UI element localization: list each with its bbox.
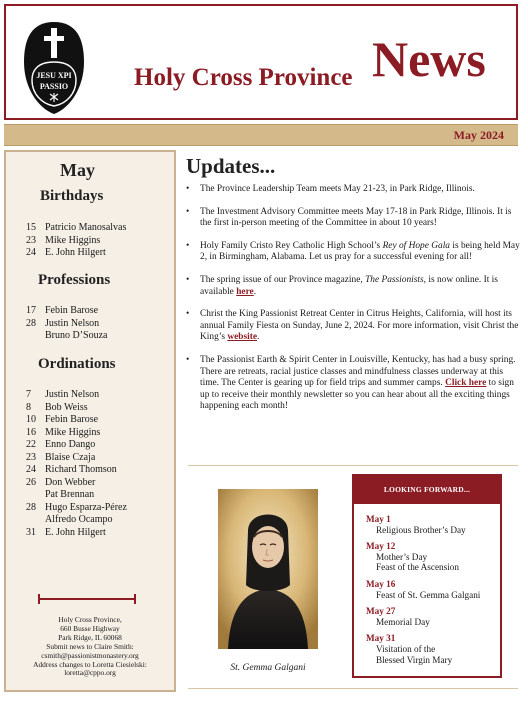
event-name: Feast of St. Gemma Galgani [376, 589, 481, 600]
day-number: 10 [26, 414, 36, 425]
person-name: Pat Brennan [45, 489, 95, 500]
svg-text:PASSIO: PASSIO [39, 82, 69, 91]
list-item [26, 305, 174, 318]
portrait-image [218, 489, 318, 649]
website-link[interactable]: website [227, 332, 258, 343]
day-number: 23 [26, 234, 36, 246]
person-name: Enno Dango [45, 439, 96, 450]
event-item [366, 579, 500, 600]
portrait-caption: St. Gemma Galgani [230, 663, 306, 673]
person-name: Febin Barose [45, 305, 99, 316]
person-name: E. John Hilgert [45, 247, 106, 258]
update-text: , is now online. It is available [200, 274, 498, 297]
event-name: Feast of the Ascension [376, 562, 459, 573]
list-item [26, 514, 174, 527]
list-item [26, 235, 174, 248]
passionist-sign-logo [20, 16, 88, 118]
event-date: May 16 [366, 578, 396, 589]
contact-address [10, 616, 170, 678]
day-number: 24 [26, 464, 36, 475]
update-text: The Passionist Earth & Spirit Center in Louisville, Kentucky, has had a busy spring. There are retreats, racial justice classes and mindfulness classes underway at this time. The Center is gearing up for field trips and summer camps. [200, 354, 516, 389]
masthead [4, 4, 518, 120]
person-name: Blaise Czaja [45, 451, 96, 463]
address-line: Park Ridge, IL 60068 [58, 632, 122, 642]
person-name: Bruno D’Souza [45, 330, 108, 341]
updates-heading: Updates... [186, 154, 276, 178]
event-date: May 31 [366, 633, 396, 644]
person-name: E. John Hilgert [45, 526, 106, 538]
list-item [26, 427, 174, 440]
person-name: Bob Weiss [45, 401, 88, 413]
day-number: 28 [26, 317, 36, 329]
event-item [366, 541, 500, 573]
section-divider [188, 465, 518, 466]
update-text: to sign up to receive their monthly newsletter so you can hear about all the exciting things happening each month! [200, 378, 514, 412]
issue-date: May 2024 [453, 128, 504, 142]
list-item [26, 222, 174, 235]
person-name: Justin Nelson [45, 317, 100, 329]
address-line: Submit news to Claire Smith: [46, 641, 134, 651]
event-item [366, 514, 500, 535]
update-text: Holy Family Cristo Rey Catholic High School’s [200, 240, 383, 251]
person-name: Alfredo Ocampo [45, 514, 113, 525]
event-name: Mother’s Day [376, 551, 428, 562]
update-text: . [257, 332, 260, 343]
update-item [186, 309, 522, 344]
person-name: Hugo Esparza-Pérez [45, 501, 127, 513]
update-item [186, 275, 522, 298]
list-item [26, 414, 174, 427]
day-number: 28 [26, 501, 36, 513]
update-text: . [253, 286, 257, 297]
list-item [26, 402, 174, 415]
address-line: Address changes to Loretta Ciesielski: [33, 659, 147, 669]
update-text: The Province Leadership Team meets May 21-23, in Park Ridge, Illinois. [200, 184, 475, 194]
event-date: May 1 [366, 514, 391, 524]
professions-heading: Professions [38, 272, 111, 288]
looking-forward-heading: LOOKING FORWARD... [354, 476, 500, 504]
list-item [26, 477, 174, 490]
update-text: Christ the King Passionist Retreat Center in Citrus Heights, California, will host its annual Family Fiesta on Sunday, June 2, 2024. For more information, visit Christ the King’s [200, 309, 519, 343]
svg-text:JESU XPI: JESU XPI [36, 71, 72, 80]
list-item [26, 318, 174, 331]
st-gemma-portrait [218, 489, 318, 649]
professions-list [26, 305, 174, 343]
event-date: May 12 [366, 541, 396, 552]
person-name: Febin Barose [45, 414, 99, 425]
update-item [186, 184, 522, 196]
event-name: Visitation of the [376, 643, 436, 654]
sidebar-month: May [60, 160, 95, 180]
update-item [186, 355, 522, 413]
divider-ornament [38, 598, 136, 600]
birthdays-list [26, 222, 174, 260]
person-name: Mike Higgins [45, 234, 101, 246]
address-line: loretta@cppo.org [64, 668, 116, 678]
event-name: Blessed Virgin Mary [376, 654, 453, 665]
update-text: The spring issue of our Province magazine, [200, 274, 366, 285]
person-name: Patricio Manosalvas [45, 222, 127, 233]
list-item [26, 452, 174, 465]
updates-list [186, 184, 522, 413]
day-number: 16 [26, 426, 36, 438]
bottom-divider [188, 688, 518, 689]
day-number: 22 [26, 439, 36, 450]
day-number: 31 [26, 526, 36, 538]
province-title: Holy Cross Province [134, 64, 353, 91]
day-number: 8 [26, 401, 31, 413]
list-item [26, 330, 174, 343]
person-name: Justin Nelson [45, 389, 100, 400]
address-line: 660 Busse Highway [60, 623, 120, 633]
ordinations-list [26, 389, 174, 539]
event-item [366, 633, 500, 665]
sidebar [4, 150, 176, 692]
update-text: The Investment Advisory Committee meets May 17-18 in Park Ridge, Illinois. It is the first in-person meeting of the Committee in about 10 years! [200, 206, 512, 229]
list-item [26, 489, 174, 502]
day-number [26, 489, 45, 502]
update-item [186, 207, 522, 230]
day-number: 15 [26, 222, 36, 233]
ordinations-heading: Ordinations [38, 356, 116, 372]
address-line: csmith@passionistmonastery.org [41, 650, 139, 660]
list-item [26, 502, 174, 515]
day-number: 7 [26, 389, 31, 400]
list-item [26, 464, 174, 477]
event-item [366, 606, 500, 627]
looking-forward-list [366, 514, 500, 671]
day-number: 24 [26, 247, 36, 258]
newsletter-click-here-link[interactable]: Click here [445, 378, 487, 389]
update-text: is being held May 2, in Birmingham, Alabama. Let us pray for a successful evening for all! [200, 240, 520, 263]
person-name: Mike Higgins [45, 426, 101, 438]
person-name: Richard Thomson [45, 464, 117, 475]
day-number: 23 [26, 451, 36, 463]
list-item [26, 389, 174, 402]
magazine-here-link[interactable]: here [236, 286, 254, 297]
gala-title: Rey of Hope Gala [382, 240, 450, 251]
address-line: Holy Cross Province, [58, 615, 122, 624]
magazine-title: The Passionists [365, 274, 424, 285]
day-number [26, 514, 45, 527]
list-item [26, 247, 174, 260]
day-number: 26 [26, 476, 36, 488]
event-name: Religious Brother’s Day [376, 524, 466, 535]
day-number: 17 [26, 305, 36, 316]
update-item [186, 241, 522, 264]
birthdays-heading: Birthdays [40, 188, 104, 204]
event-date: May 27 [366, 606, 396, 617]
issue-date-band [4, 124, 518, 146]
person-name: Don Webber [45, 476, 96, 488]
event-name: Memorial Day [376, 616, 430, 627]
list-item [26, 439, 174, 452]
looking-forward-box [352, 474, 502, 678]
news-title: News [372, 31, 486, 87]
day-number [26, 330, 45, 343]
list-item [26, 527, 174, 540]
